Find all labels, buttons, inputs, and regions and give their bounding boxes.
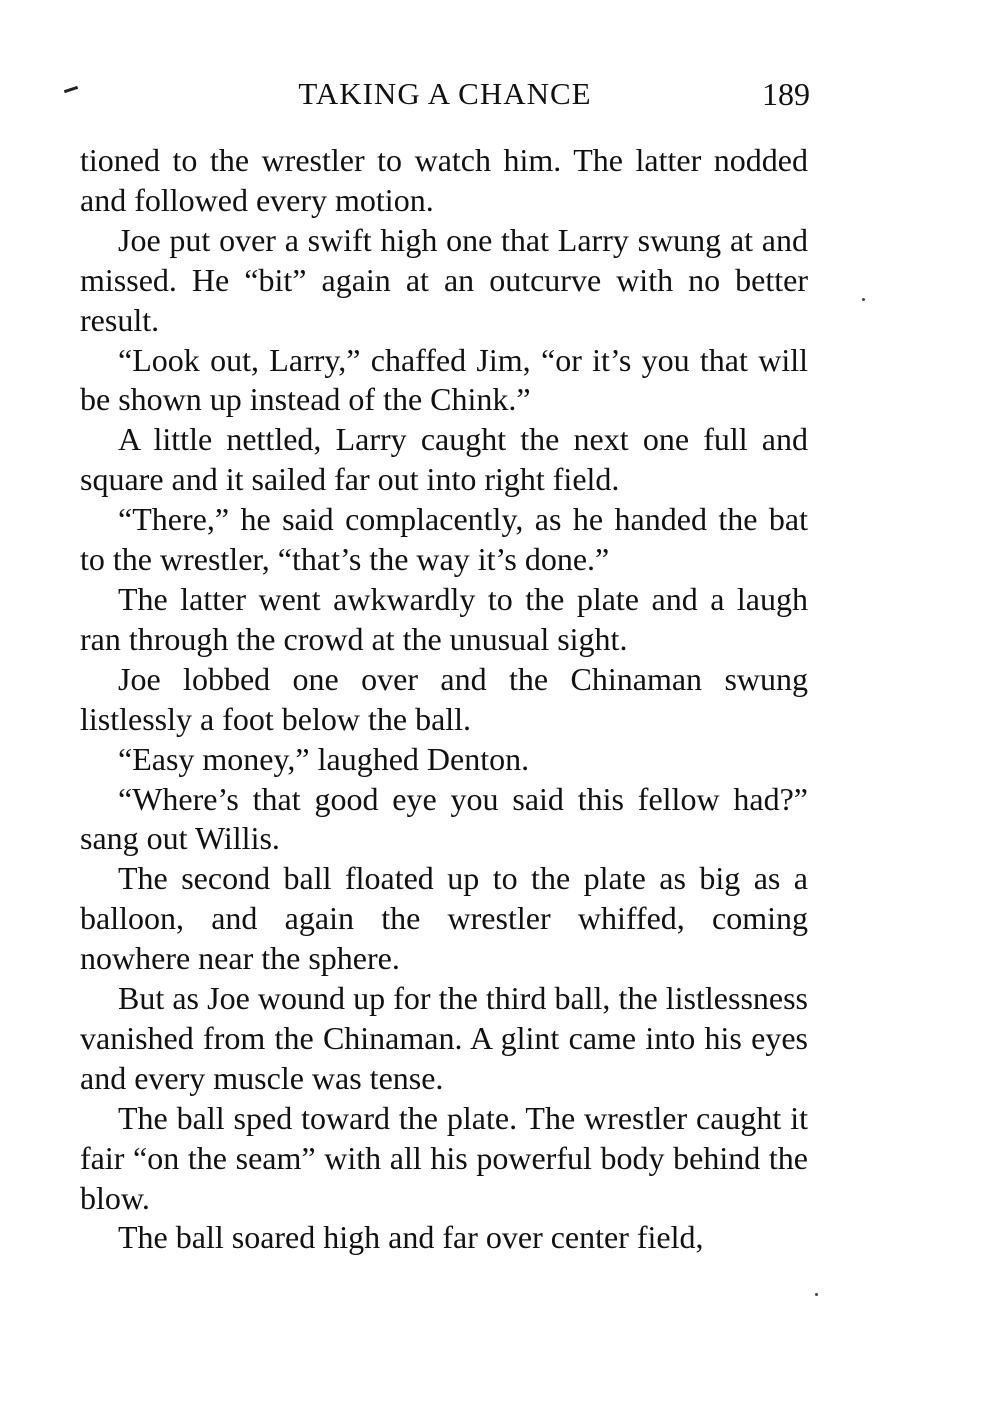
paragraph: “Where’s that good eye you said this fellow had?” sang out Willis. [80,780,808,857]
paragraph: Joe lobbed one over and the Chinaman swung listlessly a foot below the ball. [80,660,808,737]
paragraph: “Look out, Larry,” chaffed Jim, “or it’s you that will be shown up instead of the Chink.” [80,341,808,418]
paragraph: But as Joe wound up for the third ball, the listlessness vanished from the Chinaman. A glint came into his eyes and every muscle was tense. [80,980,808,1096]
paragraph: The ball soared high and far over center field, [118,1219,704,1256]
paragraph: tioned to the wrestler to watch him. The latter nodded and followed every motion. [80,142,808,218]
print-speck [862,298,865,301]
paragraph: The second ball floated up to the plate as big as a balloon, and again the wrestler whiffed, coming nowhere near the sphere. [80,860,808,977]
body-text [80,141,808,1258]
running-header [80,72,810,116]
running-title: TAKING A CHANCE [298,76,592,111]
paragraph: “Easy money,” laughed Denton. [118,740,530,777]
page-number: 189 [762,76,810,112]
paragraph: The latter went awkwardly to the plate and a laugh ran through the crowd at the unusual sight. [80,580,808,657]
paragraph: “There,” he said complacently, as he handed the bat to the wrestler, “that’s the way it’s done.” [80,501,808,578]
paragraph: The ball sped toward the plate. The wrestler caught it fair “on the seam” with all his powerful body behind the blow. [80,1099,808,1216]
paragraph: A little nettled, Larry caught the next one full and square and it sailed far out into right field. [80,421,808,498]
printer-mark [64,86,78,93]
print-speck [815,1293,818,1296]
paragraph: Joe put over a swift high one that Larry swung at and missed. He “bit” again at an outcurve with no better result. [80,221,808,338]
